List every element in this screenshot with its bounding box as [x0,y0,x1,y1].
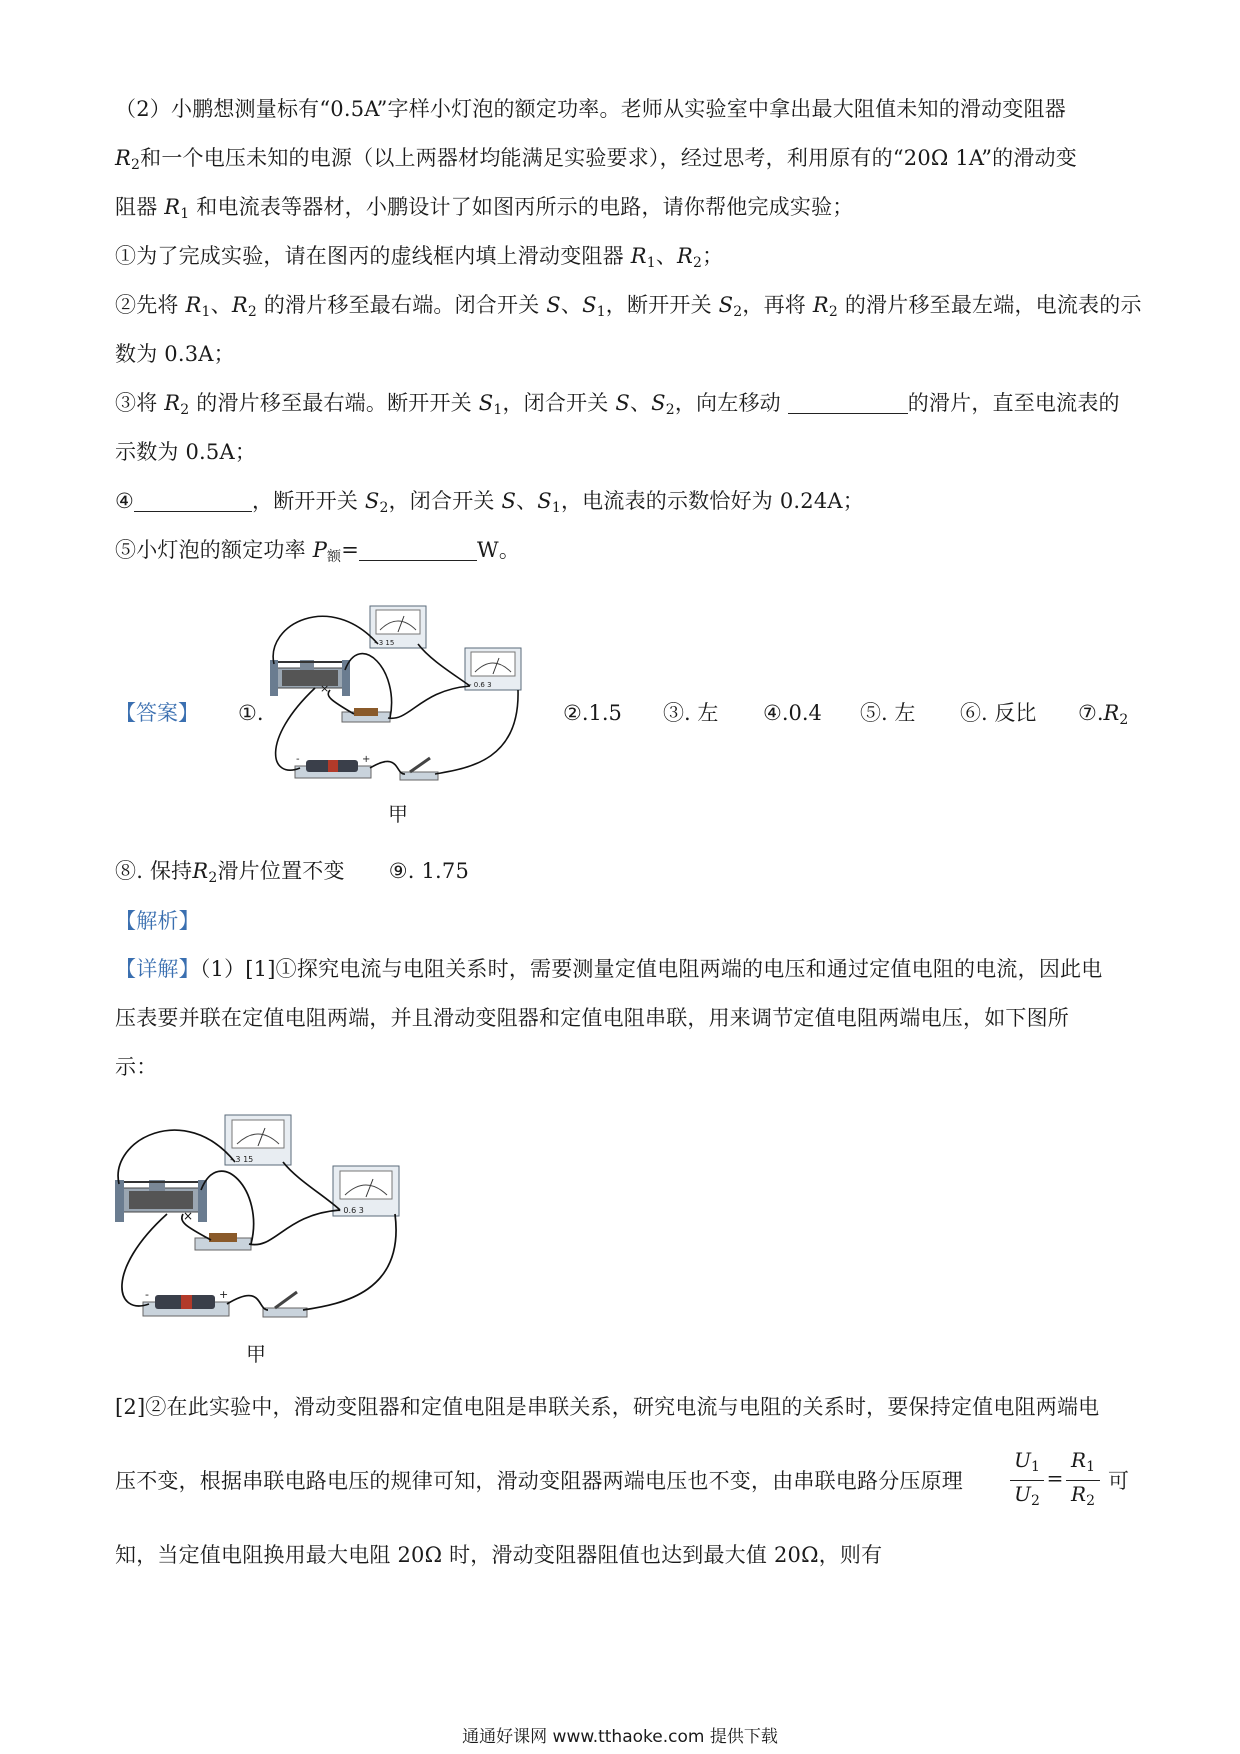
detail-para-2-line-2: 压不变，根据串联电路电压的规律可知，滑动变阻器两端电压也不变，由串联电路分压原理 [115,1469,963,1493]
resistor-icon [342,708,390,722]
step-2: ②先将 $R_1$、$R_2$ 的滑片移至最右端。闭合开关 S、$S_1$，断开开关 $S_2$，再将 $R_2$ 的滑片移至最左端，电流表的示 [115,293,1142,320]
svg-text:- 3 15: - 3 15 [374,639,395,647]
step-5: ⑤小灯泡的额定功率 $P_额= W$。 [115,538,521,565]
svg-text:×: × [320,682,330,695]
step-4: ④ ，断开开关 $S_2$，闭合开关 S、$S_1$，电流表的示数恰好为 0.24A； [115,489,864,516]
detail-para-2-line-1: [2]②在此实验中，滑动变阻器和定值电阻是串联关系，研究电流与电阻的关系时，要保持定值电阻两端电 [115,1395,1100,1419]
step-2-cont: 数为 0.3A； [115,342,235,366]
figure-label-answer: 甲 [388,802,408,826]
analysis-tag: 【解析】 [115,909,200,933]
detail-line-1: 【详解】（1）[1]①探究电流与电阻关系时，需要测量定值电阻两端的电压和通过定值电阻的电流，因此电 [115,957,1103,981]
rheostat-icon [115,1180,207,1222]
svg-text:- 0.6 3: - 0.6 3 [469,681,492,689]
circuit-diagram-analysis [115,1110,405,1330]
circuit-diagram-answer [270,600,530,790]
answer-4: ④.0.4 [763,701,822,725]
page-footer: 通通好课网 www.tthaoke.com 提供下载 [462,1727,778,1747]
svg-text:-: - [296,754,300,765]
voltmeter-icon [370,606,426,648]
answer-2: ②.1.5 [563,701,622,725]
detail-line-3: 示： [115,1055,158,1079]
answer-1: ①. [238,701,264,725]
answer-blank-2 [134,489,252,512]
switch-icon [400,758,438,780]
step-3-cont: 示数为 0.5A； [115,440,257,464]
rheostat-icon [270,660,350,696]
svg-text:- 3 15: - 3 15 [230,1155,254,1164]
voltmeter-icon [225,1115,291,1165]
answer-blank-3 [359,538,477,561]
answer-6: ⑥. 反比 [960,701,1037,725]
answer-3: ③. 左 [663,701,719,725]
detail-line-2: 压表要并联在定值电阻两端，并且滑动变阻器和定值电阻串联，用来调节定值电阻两端电压，如下图所 [115,1006,1069,1030]
part2-line-1: （2）小鹏想测量标有“0.5A”字样小灯泡的额定功率。老师从实验室中拿出最大阻值未知的滑动变阻器 [115,97,1066,121]
voltage-ratio-formula: $U_1$ $U_2$ = $R_1$ $R_2$ [1010,1448,1110,1518]
part2-line-2: $R_2$和一个电压未知的电源（以上两器材均能满足实验要求），经过思考，利用原有的“20Ω 1A”的滑动变 [115,146,1077,173]
battery-icon [143,1288,229,1316]
part2-line-3: 阻器 $R_1$ 和电流表等器材，小鹏设计了如图丙所示的电路，请你帮他完成实验； [115,195,854,222]
ammeter-icon [333,1166,399,1216]
svg-text:+: + [219,1288,229,1301]
svg-text:+: + [362,754,371,765]
battery-icon [295,754,371,778]
answer-line-2: ⑧. 保持$R_2$滑片位置不变 ⑨. 1.75 [115,859,470,886]
answer-7: $⑦.R_2$ [1078,701,1129,728]
svg-text:×: × [183,1209,194,1223]
answer-5: ⑤. 左 [860,701,916,725]
figure-label-analysis: 甲 [246,1342,266,1366]
ammeter-icon [465,648,521,690]
step-3: ③将 $R_2$ 的滑片移至最右端。断开开关 $S_1$，闭合开关 S、$S_2$，向左移动 的滑片，直至电流表的 [115,391,1120,418]
detail-para-2-line-3: 知，当定值电阻换用最大电阻 20Ω 时，滑动变阻器阻值也达到最大值 20Ω，则有 [115,1543,883,1567]
step-1: ①为了完成实验，请在图丙的虚线框内填上滑动变阻器 $R_1$、$R_2$； [115,244,724,271]
switch-icon [263,1292,307,1317]
answer-blank-1 [788,391,908,414]
detail-para-2-tail: 可 [1108,1469,1130,1493]
svg-text:- 0.6 3: - 0.6 3 [338,1206,364,1215]
answer-tag: 【答案】 [115,701,199,725]
svg-text:-: - [145,1288,149,1301]
